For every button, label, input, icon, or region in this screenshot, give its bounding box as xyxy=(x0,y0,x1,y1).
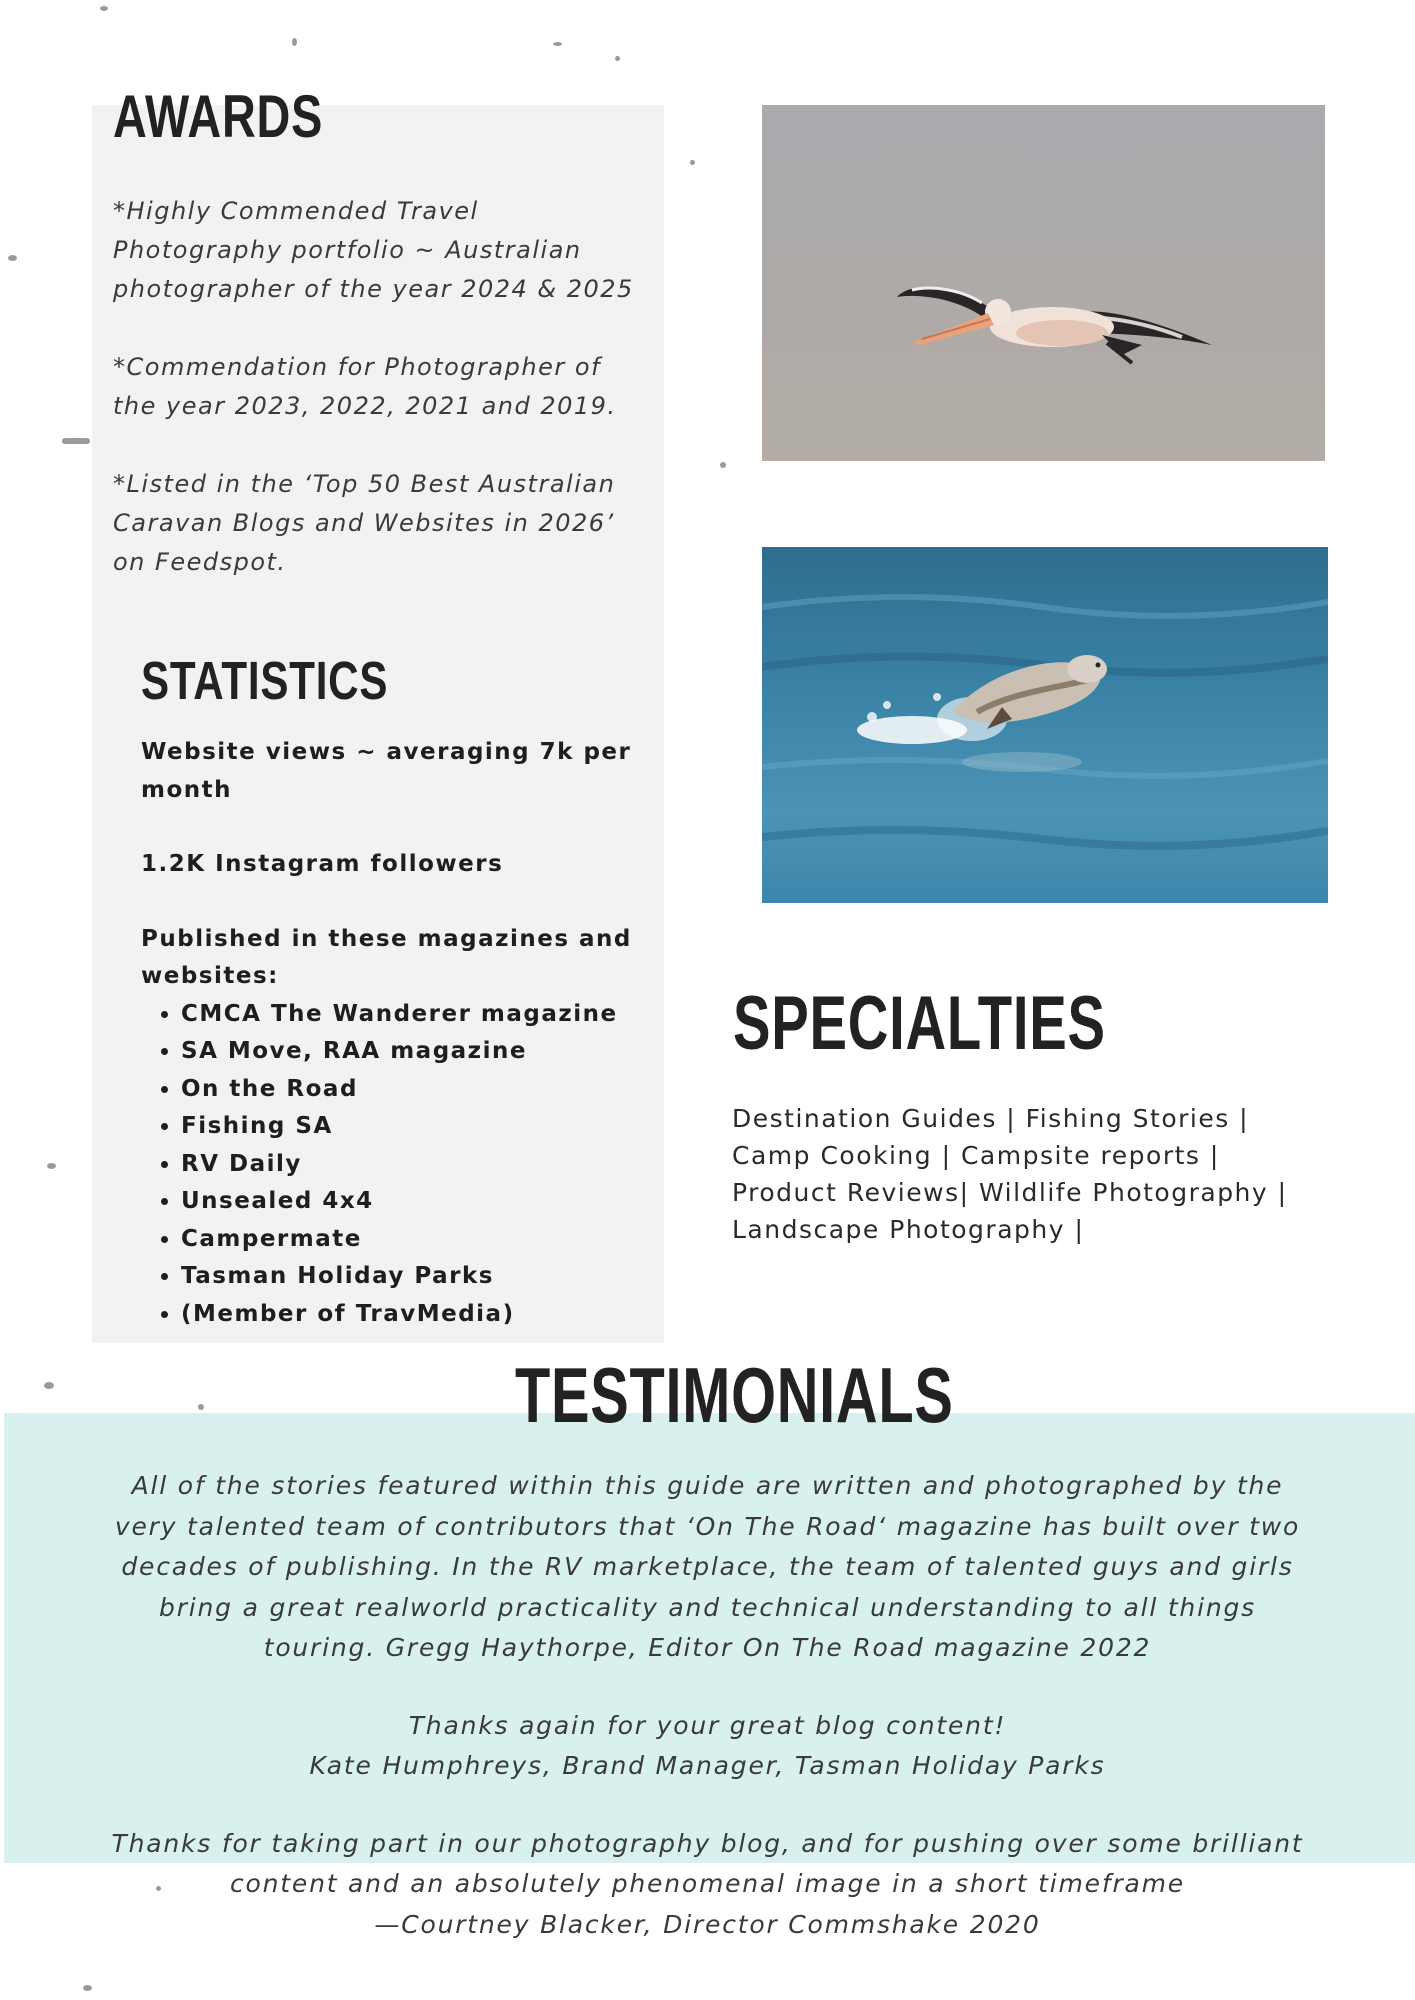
specialties-text: Destination Guides | Fishing Stories | Camp Cooking | Campsite reports | Product Reviews| Wildlife Photography | Landscape Photography | xyxy=(732,1104,1288,1244)
testimonial-quote: Thanks for taking part in our photography blog, and for pushing over some brilliant content and an absolutely phenomenal image in a short timeframe —Courtney Blacker, Director Commshake 2020 xyxy=(111,1828,1304,1939)
publication-item: • On the Road xyxy=(181,1071,651,1109)
pelican-illustration xyxy=(762,105,1325,461)
background-speck xyxy=(198,1404,204,1410)
testimonials-heading: TESTIMONIALS xyxy=(515,1351,954,1439)
background-speck xyxy=(62,438,90,444)
publications-list xyxy=(141,996,651,1334)
publication-item: • Fishing SA xyxy=(181,1108,651,1146)
instagram-stat: 1.2K Instagram followers xyxy=(141,851,504,877)
published-intro: Published in these magazines and websites: xyxy=(141,925,632,989)
statistics-block xyxy=(141,734,651,1333)
publication-item: • CMCA The Wanderer magazine xyxy=(181,996,651,1034)
publication-item: • Tasman Holiday Parks xyxy=(181,1258,651,1296)
background-speck xyxy=(690,160,695,165)
pelican-photo xyxy=(762,105,1325,461)
testimonial-quote: Thanks again for your great blog content! Kate Humphreys, Brand Manager, Tasman Holiday Parks xyxy=(309,1710,1106,1780)
awards-list xyxy=(113,192,643,621)
testimonials-list xyxy=(60,1466,1355,1982)
award-item: *Listed in the ‘Top 50 Best Australian Caravan Blogs and Websites in 2026’ on Feedspot. xyxy=(113,470,616,576)
website-views-stat: Website views ~ averaging 7k per month xyxy=(141,739,632,803)
background-speck xyxy=(44,1382,54,1389)
publication-item: • Unsealed 4x4 xyxy=(181,1183,651,1221)
background-speck xyxy=(720,462,726,468)
statistics-heading: STATISTICS xyxy=(141,651,389,711)
sea-lion-photo xyxy=(762,547,1328,903)
specialties-heading: SPECIALTIES xyxy=(733,981,1106,1066)
award-item: *Highly Commended Travel Photography portfolio ~ Australian photographer of the year 2024 & 2025 xyxy=(113,197,634,303)
background-speck xyxy=(615,56,620,61)
background-speck xyxy=(100,6,108,11)
background-speck xyxy=(553,42,562,46)
award-item: *Commendation for Photographer of the year 2023, 2022, 2021 and 2019. xyxy=(113,353,617,420)
awards-heading: AWARDS xyxy=(113,83,324,150)
background-speck xyxy=(83,1985,92,1991)
testimonial-quote: All of the stories featured within this guide are written and photographed by the very talented team of contributors that ‘On The Road‘ magazine has built over two decades of publishing. In the RV marketplace, the team of talented guys and girls bring a great realworld practicality and technical understanding to all things touring. Gregg Haythorpe, Editor On The Road magazine 2022 xyxy=(114,1471,1301,1662)
background-speck xyxy=(292,38,297,46)
sea-lion-illustration xyxy=(762,547,1328,903)
background-speck xyxy=(47,1163,56,1169)
publication-item: • SA Move, RAA magazine xyxy=(181,1033,651,1071)
publication-item: • Campermate xyxy=(181,1221,651,1259)
background-speck xyxy=(8,255,17,261)
publication-item: • (Member of TravMedia) xyxy=(181,1296,651,1334)
publication-item: • RV Daily xyxy=(181,1146,651,1184)
